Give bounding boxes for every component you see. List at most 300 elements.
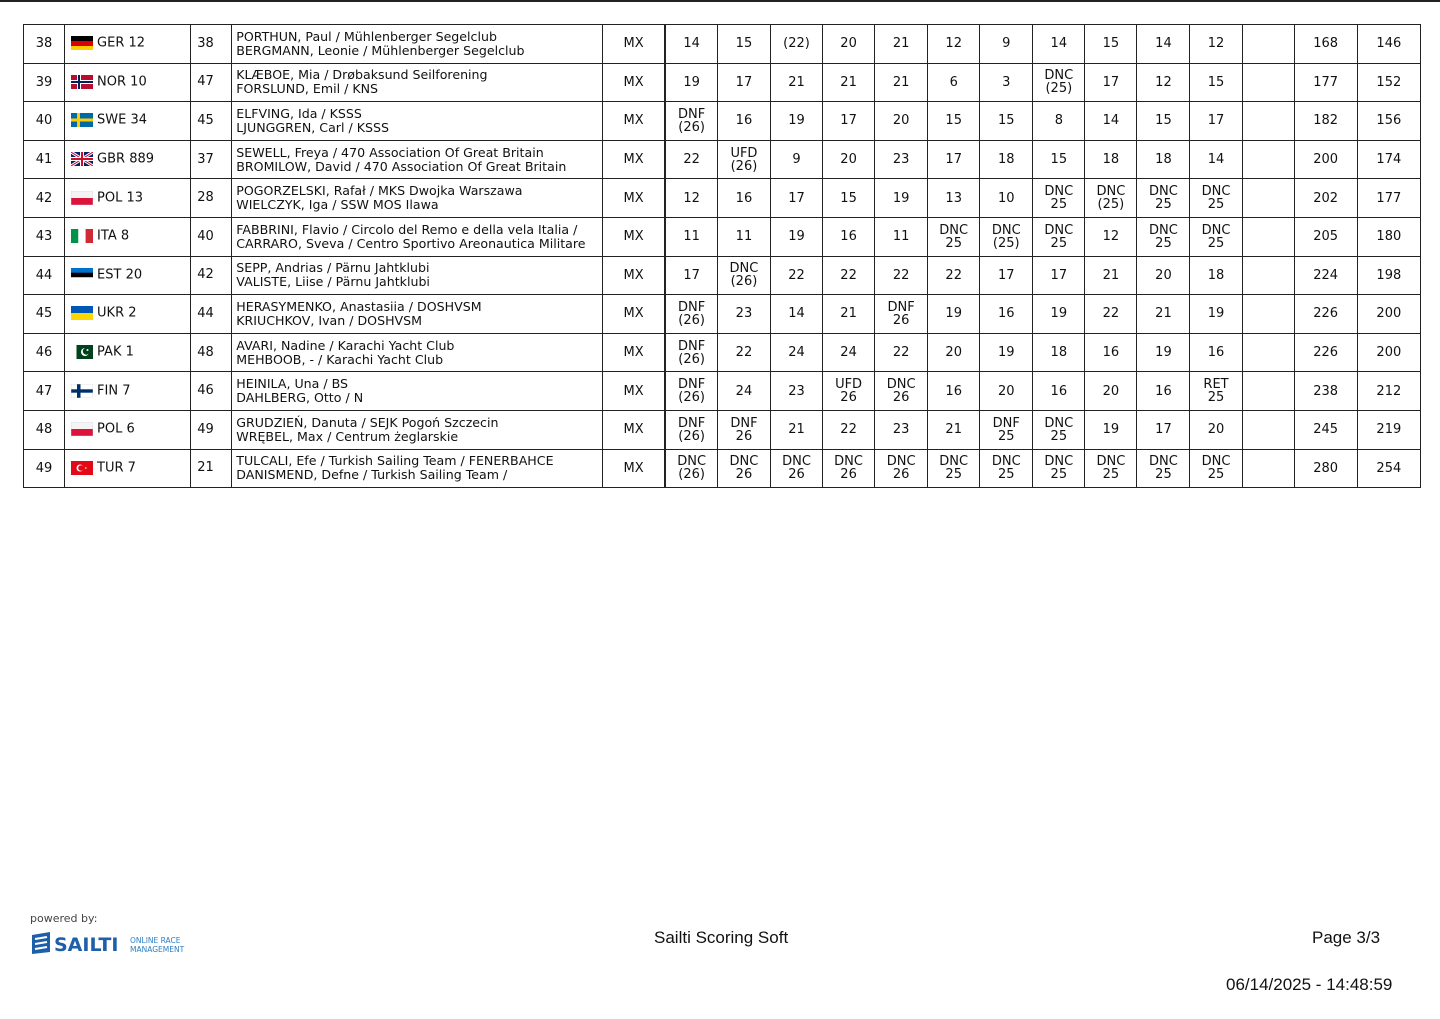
race-score-cell	[665, 140, 717, 179]
race-score-cell	[875, 295, 928, 334]
race-score-line: 9	[792, 152, 801, 168]
race-score-line: 17	[1155, 422, 1172, 438]
race-score-line: 26	[892, 312, 910, 328]
race-score-cell	[823, 295, 875, 334]
race-score-line: 16	[1207, 345, 1225, 361]
crew-member: MEHBOOB, - / Karachi Yacht Club	[236, 351, 444, 367]
category-cell: MX	[602, 25, 665, 64]
race-score-cell	[770, 295, 822, 334]
sail-number-cell	[65, 179, 191, 218]
race-score-line: 19	[1207, 306, 1225, 322]
race-score-line: 26	[735, 428, 753, 444]
race-score-cell	[717, 102, 770, 141]
race-score-line: 16	[735, 113, 753, 129]
race-score-line: 21	[840, 306, 857, 322]
race-score-line: 18	[1207, 267, 1225, 283]
race-score-line: (26)	[730, 274, 758, 290]
results-table	[23, 24, 1421, 488]
category-cell: MX	[602, 449, 665, 488]
table-row	[24, 217, 1421, 256]
race-score-line: DNC	[1096, 454, 1126, 470]
flag-ger-icon	[71, 36, 93, 50]
flag-nor-icon	[71, 75, 93, 89]
bow-number-cell: 21	[191, 449, 232, 488]
net-points-cell: 152	[1357, 63, 1420, 102]
race-score-line: 19	[945, 306, 962, 322]
race-score-line: UFD	[835, 377, 863, 393]
race-score-line: 26	[892, 467, 910, 483]
race-score-line: 8	[1054, 113, 1063, 129]
flag-gbr-icon	[71, 152, 93, 166]
race-score-cell	[980, 256, 1033, 295]
race-score-cell	[1242, 256, 1294, 295]
race-score-line: 17	[683, 267, 700, 283]
race-score-cell	[980, 140, 1033, 179]
race-score-cell	[1137, 333, 1190, 372]
race-score-cell	[1190, 102, 1242, 141]
bow-number-cell: 37	[191, 140, 232, 179]
total-points-cell: 238	[1294, 372, 1357, 411]
race-score-cell	[980, 295, 1033, 334]
rank-cell: 40	[24, 102, 65, 141]
sailti-logo-tagline-2: MANAGEMENT	[130, 945, 185, 954]
net-points-cell: 200	[1357, 333, 1420, 372]
race-score-cell	[1085, 449, 1137, 488]
race-score-line: 25	[1050, 235, 1068, 251]
race-score-line: 15	[945, 113, 962, 129]
race-score-cell	[717, 217, 770, 256]
race-score-cell	[770, 25, 822, 64]
race-score-cell	[717, 449, 770, 488]
race-score-line: DNC	[939, 222, 969, 238]
sailti-logo	[30, 930, 200, 956]
race-score-cell	[1242, 217, 1294, 256]
race-score-line: (25)	[1097, 197, 1125, 213]
sailti-logo-tagline-1: ONLINE RACE	[130, 936, 181, 945]
crew-member: DANISMEND, Defne / Turkish Sailing Team /	[236, 467, 508, 483]
crew-cell	[232, 333, 603, 372]
sail-number: EST 20	[97, 267, 143, 283]
race-score-cell	[770, 256, 822, 295]
crew-cell	[232, 102, 603, 141]
race-score-cell	[823, 25, 875, 64]
race-score-cell	[980, 217, 1033, 256]
sail-number: NOR 10	[97, 74, 147, 90]
race-score-line: 22	[840, 422, 857, 438]
race-score-cell	[770, 140, 822, 179]
race-score-line: 15	[997, 113, 1015, 129]
race-score-line: 23	[788, 383, 805, 399]
race-score-cell	[717, 63, 770, 102]
race-score-line: 15	[1155, 113, 1172, 129]
crew-member: POGORZELSKI, Rafał / MKS Dwojka Warszawa	[236, 183, 523, 199]
bow-number-cell: 28	[191, 179, 232, 218]
race-score-line: 25	[945, 235, 962, 251]
total-points-cell: 224	[1294, 256, 1357, 295]
race-score-line: (26)	[678, 428, 705, 444]
race-score-line: DNF	[678, 338, 706, 354]
total-points-cell: 245	[1294, 410, 1357, 449]
race-score-line: 16	[997, 306, 1015, 322]
race-score-cell	[1137, 256, 1190, 295]
total-points-cell: 202	[1294, 179, 1357, 218]
crew-cell	[232, 179, 603, 218]
race-score-cell	[1242, 295, 1294, 334]
race-score-cell	[717, 410, 770, 449]
race-score-cell	[1085, 256, 1137, 295]
race-score-line: (26)	[678, 119, 705, 135]
net-points-cell: 254	[1357, 449, 1420, 488]
race-score-line: 17	[945, 152, 962, 168]
race-score-line: RET	[1203, 377, 1229, 393]
race-score-cell	[665, 256, 717, 295]
race-score-cell	[1190, 140, 1242, 179]
race-score-line: 6	[949, 74, 958, 90]
race-score-cell	[1190, 256, 1242, 295]
results-body	[24, 25, 1421, 488]
race-score-line: DNC	[1044, 184, 1074, 200]
table-row	[24, 372, 1421, 411]
sail-number: SWE 34	[97, 112, 148, 128]
race-score-cell	[665, 295, 717, 334]
race-score-line: (26)	[678, 390, 705, 406]
race-score-cell	[875, 140, 928, 179]
race-score-line: 11	[892, 229, 910, 245]
race-score-line: 19	[1102, 422, 1120, 438]
race-score-line: 18	[1102, 152, 1120, 168]
total-points-cell: 226	[1294, 333, 1357, 372]
race-score-line: DNC	[834, 454, 863, 470]
race-score-cell	[928, 63, 980, 102]
race-score-cell	[823, 102, 875, 141]
race-score-cell	[823, 179, 875, 218]
race-score-cell	[1137, 102, 1190, 141]
race-score-line: 25	[1050, 467, 1068, 483]
race-score-line: 26	[840, 467, 857, 483]
category-cell: MX	[602, 372, 665, 411]
rank-cell: 42	[24, 179, 65, 218]
race-score-line: DNC	[1044, 222, 1074, 238]
race-score-line: 10	[997, 190, 1015, 206]
race-score-line: 21	[945, 422, 962, 438]
total-points-cell: 177	[1294, 63, 1357, 102]
race-score-line: 20	[1155, 267, 1172, 283]
flag-ita-icon	[71, 229, 93, 243]
race-score-line: 25	[997, 428, 1015, 444]
race-score-cell	[1242, 449, 1294, 488]
race-score-line: (26)	[678, 351, 705, 367]
race-score-line: 22	[735, 345, 753, 361]
race-score-line: DNC	[1201, 184, 1231, 200]
sail-number-cell	[65, 410, 191, 449]
category-cell: MX	[602, 179, 665, 218]
race-score-cell	[1190, 25, 1242, 64]
race-score-line: DNC	[677, 454, 707, 470]
crew-member: WRĘBEL, Max / Centrum żeglarskie	[236, 428, 459, 444]
race-score-cell	[1085, 333, 1137, 372]
total-points-cell: 205	[1294, 217, 1357, 256]
race-score-line: 23	[892, 422, 910, 438]
crew-member: HERASYMENKO, Anastasiia / DOSHVSM	[236, 298, 482, 314]
rank-cell: 39	[24, 63, 65, 102]
race-score-cell	[665, 25, 717, 64]
race-score-line: 16	[1050, 383, 1068, 399]
race-score-cell	[1033, 372, 1085, 411]
race-score-line: 21	[788, 74, 805, 90]
race-score-line: DNC	[886, 377, 916, 393]
race-score-cell	[823, 256, 875, 295]
race-score-cell	[1085, 410, 1137, 449]
race-score-line: 18	[997, 152, 1015, 168]
sail-number: GBR 889	[97, 151, 155, 167]
race-score-cell	[928, 25, 980, 64]
flag-fin-icon	[71, 384, 93, 398]
race-score-cell	[823, 217, 875, 256]
race-score-line: 16	[735, 190, 753, 206]
sail-number-cell	[65, 449, 191, 488]
category-cell: MX	[602, 333, 665, 372]
race-score-cell	[1137, 179, 1190, 218]
race-score-line: DNC	[991, 222, 1021, 238]
race-score-line: 14	[1155, 36, 1172, 52]
category-cell: MX	[602, 217, 665, 256]
crew-member: ELFVING, Ida / KSSS	[236, 105, 362, 121]
race-score-cell	[1137, 410, 1190, 449]
race-score-cell	[980, 25, 1033, 64]
race-score-line: 14	[683, 36, 700, 52]
table-row	[24, 449, 1421, 488]
category-cell: MX	[602, 102, 665, 141]
race-score-line: 17	[840, 113, 857, 129]
table-row	[24, 25, 1421, 64]
race-score-cell	[1033, 333, 1085, 372]
crew-member: KLÆBOE, Mia / Drøbaksund Seilforening	[236, 67, 488, 83]
crew-member: KRIUCHKOV, Ivan / DOSHVSM	[236, 312, 423, 328]
race-score-cell	[1190, 372, 1242, 411]
race-score-line: (26)	[678, 312, 705, 328]
crew-member: FABBRINI, Flavio / Circolo del Remo e della vela Italia /	[236, 221, 578, 237]
race-score-line: 25	[1207, 197, 1225, 213]
race-score-line: 21	[892, 74, 910, 90]
race-score-cell	[770, 217, 822, 256]
crew-cell	[232, 256, 603, 295]
sail-number: TUR 7	[97, 460, 136, 476]
bow-number-cell: 46	[191, 372, 232, 411]
bow-number-cell: 45	[191, 102, 232, 141]
race-score-cell	[1033, 449, 1085, 488]
race-score-cell	[875, 333, 928, 372]
race-score-line: 25	[1050, 197, 1068, 213]
net-points-cell: 177	[1357, 179, 1420, 218]
race-score-line: 12	[683, 190, 700, 206]
crew-member: TULCALI, Efe / Turkish Sailing Team / FENERBAHCE	[236, 453, 554, 469]
crew-cell	[232, 372, 603, 411]
race-score-line: DNC	[1149, 184, 1178, 200]
crew-cell	[232, 25, 603, 64]
sail-number-cell	[65, 256, 191, 295]
race-score-line: 3	[1002, 74, 1011, 90]
crew-member: PORTHUN, Paul / Mühlenberger Segelclub	[236, 28, 497, 44]
race-score-line: DNC	[1201, 454, 1231, 470]
race-score-line: 20	[892, 113, 910, 129]
race-score-line: 14	[1050, 36, 1068, 52]
crew-member: DAHLBERG, Otto / N	[236, 390, 364, 406]
category-cell: MX	[602, 63, 665, 102]
race-score-cell	[1242, 102, 1294, 141]
race-score-cell	[928, 140, 980, 179]
rank-cell: 38	[24, 25, 65, 64]
flag-ukr-icon	[71, 306, 93, 320]
sail-number-cell	[65, 140, 191, 179]
crew-member: BROMILOW, David / 470 Association Of Great Britain	[236, 158, 567, 174]
race-score-cell	[1137, 372, 1190, 411]
race-score-cell	[928, 102, 980, 141]
bow-number-cell: 42	[191, 256, 232, 295]
race-score-line: 19	[683, 74, 700, 90]
race-score-line: 20	[840, 36, 857, 52]
race-score-cell	[1190, 333, 1242, 372]
race-score-line: 21	[1102, 267, 1120, 283]
race-score-line: 20	[997, 383, 1015, 399]
race-score-line: 26	[892, 390, 910, 406]
race-score-cell	[1033, 102, 1085, 141]
race-score-cell	[665, 217, 717, 256]
crew-member: BERGMANN, Leonie / Mühlenberger Segelclub	[236, 42, 525, 58]
crew-cell	[232, 217, 603, 256]
race-score-cell	[980, 102, 1033, 141]
rank-cell: 47	[24, 372, 65, 411]
net-points-cell: 200	[1357, 295, 1420, 334]
race-score-line: 25	[1207, 235, 1225, 251]
race-score-cell	[823, 372, 875, 411]
rank-cell: 49	[24, 449, 65, 488]
race-score-cell	[928, 449, 980, 488]
race-score-cell	[928, 217, 980, 256]
rank-cell: 43	[24, 217, 65, 256]
flag-pak-icon	[71, 345, 93, 359]
race-score-line: 17	[735, 74, 753, 90]
race-score-line: 22	[892, 267, 910, 283]
race-score-line: 25	[1050, 428, 1068, 444]
race-score-cell	[1085, 295, 1137, 334]
race-score-cell	[1033, 295, 1085, 334]
race-score-line: 13	[945, 190, 962, 206]
sail-number: GER 12	[97, 35, 146, 51]
race-score-cell	[823, 333, 875, 372]
race-score-line: 19	[1155, 345, 1172, 361]
race-score-cell	[665, 410, 717, 449]
table-row	[24, 102, 1421, 141]
net-points-cell: 198	[1357, 256, 1420, 295]
crew-cell	[232, 449, 603, 488]
race-score-cell	[1190, 217, 1242, 256]
race-score-cell	[665, 449, 717, 488]
net-points-cell: 146	[1357, 25, 1420, 64]
race-score-line: 26	[735, 467, 753, 483]
race-score-cell	[1137, 217, 1190, 256]
race-score-cell	[1190, 449, 1242, 488]
bow-number-cell: 40	[191, 217, 232, 256]
race-score-cell	[875, 102, 928, 141]
race-score-line: DNF	[678, 106, 706, 122]
race-score-line: 22	[840, 267, 857, 283]
race-score-line: 19	[1050, 306, 1068, 322]
category-cell: MX	[602, 140, 665, 179]
race-score-cell	[1137, 63, 1190, 102]
race-score-cell	[928, 410, 980, 449]
race-score-line: 20	[1207, 422, 1225, 438]
race-score-line: 21	[788, 422, 805, 438]
race-score-cell	[665, 333, 717, 372]
crew-member: HEINILA, Una / BS	[236, 376, 349, 392]
race-score-line: 15	[1207, 74, 1225, 90]
race-score-cell	[1085, 25, 1137, 64]
race-score-line: 22	[683, 152, 700, 168]
race-score-line: 25	[1155, 197, 1172, 213]
race-score-cell	[717, 25, 770, 64]
race-score-cell	[823, 140, 875, 179]
flag-pol-icon	[71, 422, 93, 436]
race-score-cell	[1033, 256, 1085, 295]
race-score-line: 15	[1050, 152, 1068, 168]
sail-number: POL 6	[97, 421, 135, 437]
race-score-cell	[823, 63, 875, 102]
bow-number-cell: 38	[191, 25, 232, 64]
race-score-cell	[717, 372, 770, 411]
race-score-cell	[823, 449, 875, 488]
race-score-line: DNC	[991, 454, 1021, 470]
race-score-line: 12	[1155, 74, 1172, 90]
footer-datetime: 06/14/2025 - 14:48:59	[1226, 975, 1393, 994]
race-score-cell	[770, 63, 822, 102]
crew-cell	[232, 63, 603, 102]
race-score-cell	[980, 63, 1033, 102]
footer-software-name: Sailti Scoring Soft	[654, 928, 789, 947]
race-score-cell	[665, 102, 717, 141]
sail-number: UKR 2	[97, 305, 137, 321]
race-score-line: (25)	[992, 235, 1020, 251]
race-score-cell	[1242, 25, 1294, 64]
flag-tur-icon	[71, 461, 93, 475]
race-score-line: (22)	[783, 36, 810, 52]
race-score-cell	[1033, 63, 1085, 102]
race-score-cell	[1137, 140, 1190, 179]
sail-number-cell	[65, 333, 191, 372]
sailti-logo-word: SAILTI	[54, 934, 119, 956]
total-points-cell: 182	[1294, 102, 1357, 141]
race-score-cell	[928, 295, 980, 334]
rank-cell: 45	[24, 295, 65, 334]
sail-number-cell	[65, 102, 191, 141]
race-score-cell	[1137, 295, 1190, 334]
race-score-line: 22	[945, 267, 962, 283]
race-score-line: DNC	[1149, 222, 1178, 238]
race-score-line: 26	[788, 467, 805, 483]
flag-pol-icon	[71, 191, 93, 205]
race-score-cell	[928, 372, 980, 411]
category-cell: MX	[602, 295, 665, 334]
crew-member: WIELCZYK, Iga / SSW MOS Ilawa	[236, 197, 439, 213]
net-points-cell: 212	[1357, 372, 1420, 411]
race-score-line: 19	[788, 229, 805, 245]
race-score-line: (26)	[730, 158, 758, 174]
race-score-line: 21	[892, 36, 910, 52]
net-points-cell: 156	[1357, 102, 1420, 141]
race-score-line: UFD	[730, 145, 758, 161]
race-score-line: DNF	[992, 415, 1020, 431]
sail-number: POL 13	[97, 190, 144, 206]
table-row	[24, 333, 1421, 372]
